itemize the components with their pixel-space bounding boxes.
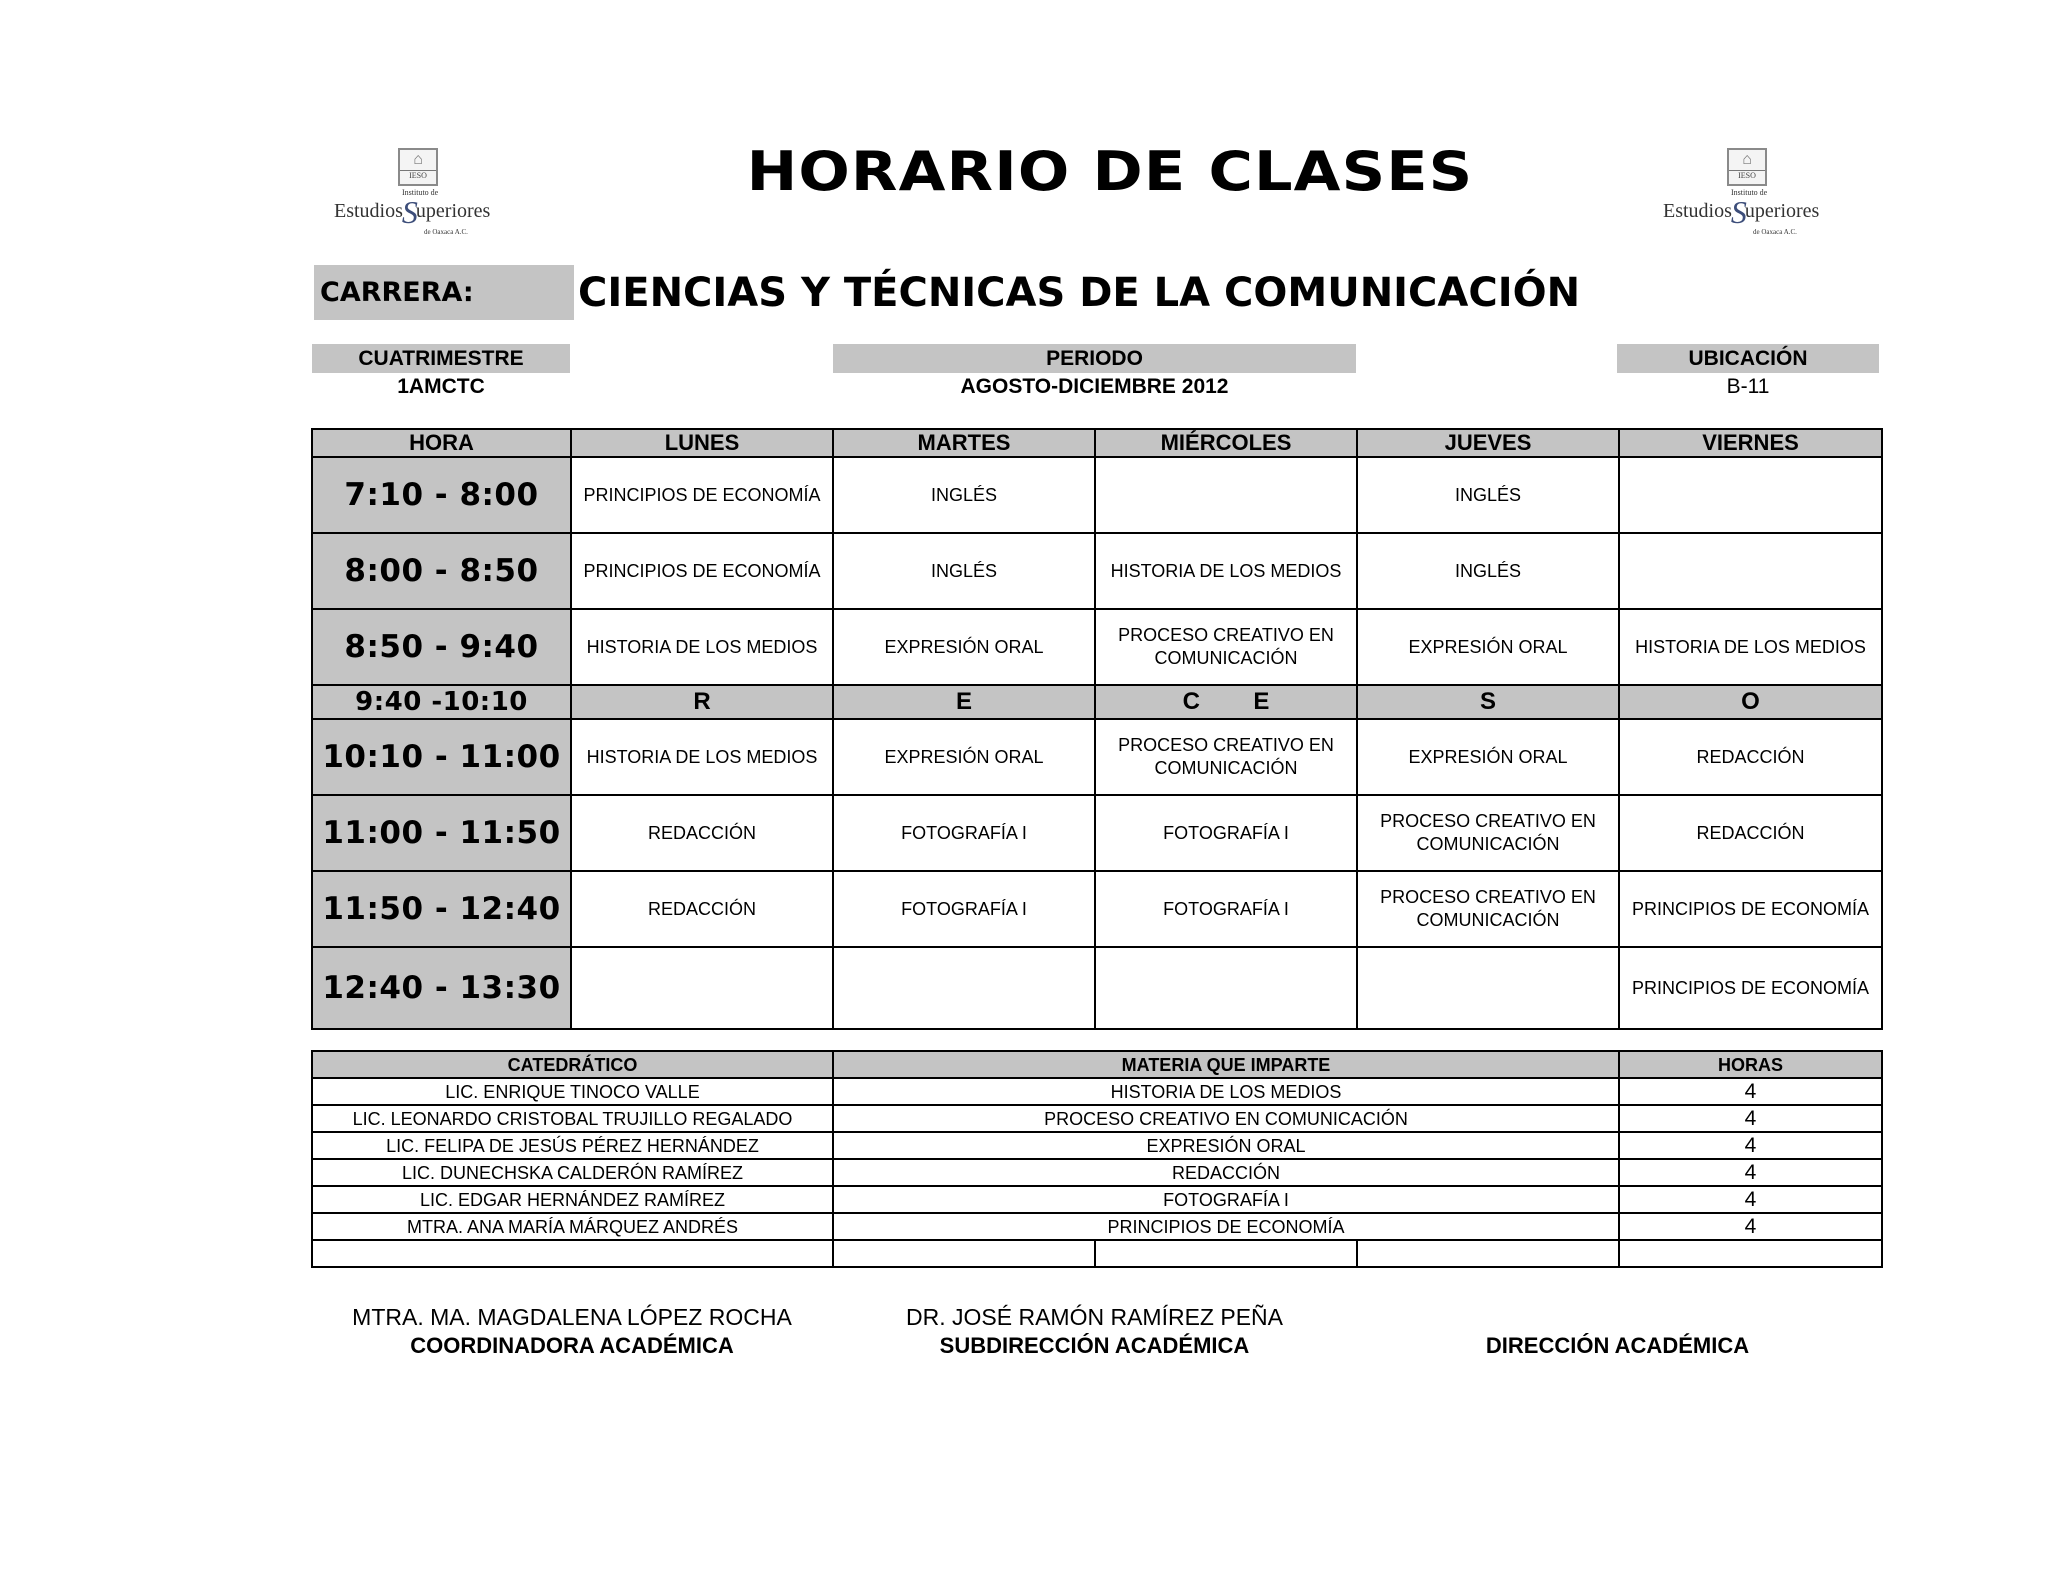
teachers-header-row — [312, 1051, 1882, 1078]
empty-cell — [1619, 1240, 1882, 1267]
class-cell — [833, 947, 1095, 1029]
recess-letter: R — [571, 685, 833, 719]
teacher-row — [312, 1186, 1882, 1213]
schedule-row — [312, 457, 1882, 533]
time-slot: 11:00 - 11:50 — [312, 795, 571, 871]
class-cell: PRINCIPIOS DE ECONOMÍA — [571, 533, 833, 609]
header-miercoles: MIÉRCOLES — [1095, 429, 1357, 457]
class-cell — [1095, 947, 1357, 1029]
class-cell: FOTOGRAFÍA I — [833, 871, 1095, 947]
recess-time: 9:40 -10:10 — [312, 685, 571, 719]
carrera-label: CARRERA: — [314, 265, 574, 320]
class-cell: FOTOGRAFÍA I — [1095, 795, 1357, 871]
teacher-hours: 4 — [1619, 1132, 1882, 1159]
recess-row — [312, 685, 1882, 719]
teacher-subject: PROCESO CREATIVO EN COMUNICACIÓN — [833, 1105, 1619, 1132]
page-title: HORARIO DE CLASES — [746, 140, 1474, 203]
teacher-hours: 4 — [1619, 1213, 1882, 1240]
class-cell: REDACCIÓN — [571, 871, 833, 947]
ieso-logo-right: ⌂ IESO Instituto de EstudiosSuperiores de Oaxaca A.C. — [1663, 148, 1833, 238]
teacher-name: LIC. LEONARDO CRISTOBAL TRUJILLO REGALADO — [312, 1105, 833, 1132]
time-slot: 8:50 - 9:40 — [312, 609, 571, 685]
time-slot: 7:10 - 8:00 — [312, 457, 571, 533]
schedule-row — [312, 533, 1882, 609]
class-cell: HISTORIA DE LOS MEDIOS — [1619, 609, 1882, 685]
schedule-row — [312, 795, 1882, 871]
teacher-subject: FOTOGRAFÍA I — [833, 1186, 1619, 1213]
teacher-hours: 4 — [1619, 1186, 1882, 1213]
teacher-name: LIC. EDGAR HERNÁNDEZ RAMÍREZ — [312, 1186, 833, 1213]
signature-name-coordinadora: MTRA. MA. MAGDALENA LÓPEZ ROCHA — [352, 1304, 792, 1330]
ieso-logo-left: ⌂ IESO Instituto de EstudiosSuperiores de Oaxaca A.C. — [334, 148, 504, 238]
class-cell: EXPRESIÓN ORAL — [833, 719, 1095, 795]
class-cell: REDACCIÓN — [1619, 795, 1882, 871]
teacher-hours: 4 — [1619, 1159, 1882, 1186]
header-jueves: JUEVES — [1357, 429, 1619, 457]
signature-role-coordinadora: COORDINADORA ACADÉMICA — [410, 1333, 734, 1358]
recess-letter: E — [833, 685, 1095, 719]
class-cell: INGLÉS — [833, 457, 1095, 533]
class-cell: HISTORIA DE LOS MEDIOS — [571, 609, 833, 685]
class-cell: INGLÉS — [833, 533, 1095, 609]
teacher-hours: 4 — [1619, 1105, 1882, 1132]
class-cell: EXPRESIÓN ORAL — [1357, 719, 1619, 795]
teacher-name: LIC. FELIPA DE JESÚS PÉREZ HERNÁNDEZ — [312, 1132, 833, 1159]
class-cell: INGLÉS — [1357, 457, 1619, 533]
class-cell — [1357, 947, 1619, 1029]
time-slot: 11:50 - 12:40 — [312, 871, 571, 947]
ubicacion-label: UBICACIÓN — [1617, 344, 1879, 373]
signature-role-direccion: DIRECCIÓN ACADÉMICA — [1485, 1333, 1750, 1358]
class-cell — [1619, 533, 1882, 609]
ubicacion-value: B-11 — [1726, 375, 1770, 398]
class-cell — [1619, 457, 1882, 533]
teacher-name: MTRA. ANA MARÍA MÁRQUEZ ANDRÉS — [312, 1213, 833, 1240]
signature-name-subdireccion: DR. JOSÉ RAMÓN RAMÍREZ PEÑA — [906, 1304, 1283, 1330]
class-cell: PRINCIPIOS DE ECONOMÍA — [1619, 947, 1882, 1029]
periodo-value: AGOSTO-DICIEMBRE 2012 — [960, 375, 1229, 398]
time-slot: 12:40 - 13:30 — [312, 947, 571, 1029]
class-cell: HISTORIA DE LOS MEDIOS — [571, 719, 833, 795]
schedule-header-row — [312, 429, 1882, 457]
schedule-row — [312, 947, 1882, 1029]
teacher-row — [312, 1078, 1882, 1105]
teacher-subject: EXPRESIÓN ORAL — [833, 1132, 1619, 1159]
teacher-name: LIC. ENRIQUE TINOCO VALLE — [312, 1078, 833, 1105]
schedule-row — [312, 609, 1882, 685]
teacher-row — [312, 1159, 1882, 1186]
header-lunes: LUNES — [571, 429, 833, 457]
teacher-row-empty — [312, 1240, 1882, 1267]
class-cell: PRINCIPIOS DE ECONOMÍA — [1619, 871, 1882, 947]
teachers-table — [311, 1050, 1883, 1268]
carrera-name: CIENCIAS Y TÉCNICAS DE LA COMUNICACIÓN — [578, 270, 1581, 316]
header-hora: HORA — [312, 429, 571, 457]
teacher-hours: 4 — [1619, 1078, 1882, 1105]
periodo-label: PERIODO — [833, 344, 1356, 373]
teacher-row — [312, 1105, 1882, 1132]
teacher-subject: PRINCIPIOS DE ECONOMÍA — [833, 1213, 1619, 1240]
class-cell: REDACCIÓN — [1619, 719, 1882, 795]
empty-cell — [1095, 1240, 1357, 1267]
class-cell: REDACCIÓN — [571, 795, 833, 871]
header-materia: MATERIA QUE IMPARTE — [833, 1051, 1619, 1078]
class-cell: FOTOGRAFÍA I — [833, 795, 1095, 871]
class-cell — [571, 947, 833, 1029]
class-cell: PROCESO CREATIVO EN COMUNICACIÓN — [1357, 795, 1619, 871]
ieso-emblem-icon: ⌂ IESO — [398, 148, 438, 186]
teacher-subject: REDACCIÓN — [833, 1159, 1619, 1186]
recess-letter: C E — [1095, 685, 1357, 719]
class-cell: PRINCIPIOS DE ECONOMÍA — [571, 457, 833, 533]
header-catedratico: CATEDRÁTICO — [312, 1051, 833, 1078]
class-cell: FOTOGRAFÍA I — [1095, 871, 1357, 947]
class-cell: PROCESO CREATIVO EN COMUNICACIÓN — [1095, 609, 1357, 685]
cuatrimestre-value: 1AMCTC — [397, 375, 485, 398]
teacher-row — [312, 1132, 1882, 1159]
teacher-row — [312, 1213, 1882, 1240]
ieso-emblem-icon: ⌂ IESO — [1727, 148, 1767, 186]
recess-letter: S — [1357, 685, 1619, 719]
schedule-table — [311, 428, 1883, 1030]
class-cell: PROCESO CREATIVO EN COMUNICACIÓN — [1095, 719, 1357, 795]
signature-role-subdireccion: SUBDIRECCIÓN ACADÉMICA — [939, 1333, 1250, 1358]
empty-cell — [833, 1240, 1095, 1267]
header-martes: MARTES — [833, 429, 1095, 457]
time-slot: 8:00 - 8:50 — [312, 533, 571, 609]
schedule-row — [312, 871, 1882, 947]
class-cell: PROCESO CREATIVO EN COMUNICACIÓN — [1357, 871, 1619, 947]
header-horas: HORAS — [1619, 1051, 1882, 1078]
recess-letter: O — [1619, 685, 1882, 719]
teacher-subject: HISTORIA DE LOS MEDIOS — [833, 1078, 1619, 1105]
cuatrimestre-label: CUATRIMESTRE — [312, 344, 570, 373]
class-cell: EXPRESIÓN ORAL — [833, 609, 1095, 685]
time-slot: 10:10 - 11:00 — [312, 719, 571, 795]
class-cell: EXPRESIÓN ORAL — [1357, 609, 1619, 685]
empty-cell — [312, 1240, 833, 1267]
schedule-row — [312, 719, 1882, 795]
class-cell: INGLÉS — [1357, 533, 1619, 609]
class-cell — [1095, 457, 1357, 533]
header-viernes: VIERNES — [1619, 429, 1882, 457]
empty-cell — [1357, 1240, 1619, 1267]
teacher-name: LIC. DUNECHSKA CALDERÓN RAMÍREZ — [312, 1159, 833, 1186]
class-cell: HISTORIA DE LOS MEDIOS — [1095, 533, 1357, 609]
